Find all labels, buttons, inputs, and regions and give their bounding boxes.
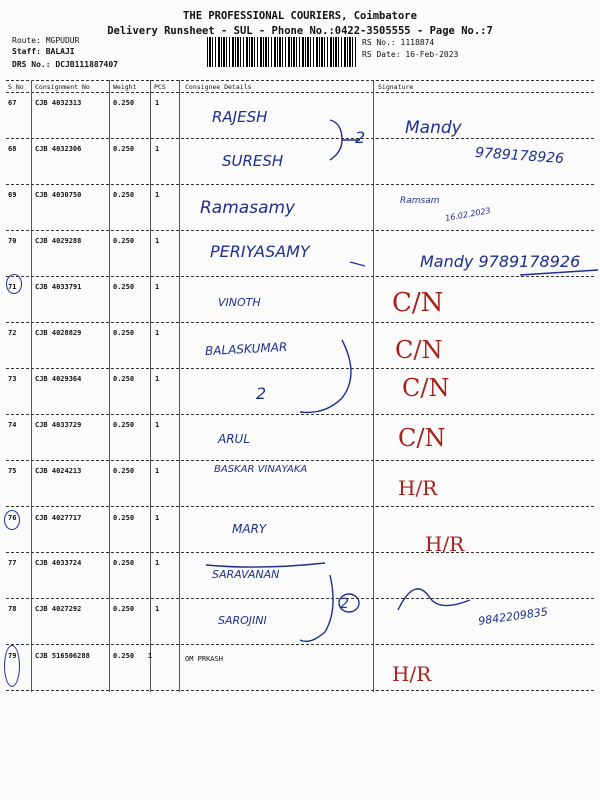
row-weight: 0.250 <box>113 375 135 383</box>
signature-status: H/R <box>398 476 438 500</box>
row-consignment: CJB 4027292 <box>35 605 82 613</box>
row-pcs: 1 <box>155 283 160 291</box>
bracket-stroke <box>300 575 333 641</box>
row-pcs: 1 <box>155 605 160 613</box>
consignee-handwriting: VINOTH <box>218 296 261 309</box>
row-weight: 0.250 <box>113 652 135 660</box>
row-sno: 72 <box>8 329 17 337</box>
row-consignment: CJB 4030750 <box>35 191 82 199</box>
signature-status: C/N <box>398 424 446 452</box>
underline-stroke <box>206 563 325 567</box>
signature-phone: 9842209835 <box>477 605 549 628</box>
signature-status: C/N <box>392 288 444 318</box>
row-weight: 0.250 <box>113 329 135 337</box>
signature-status: H/R <box>425 532 465 556</box>
consignee-handwriting: MARY <box>232 522 267 536</box>
drs-number: DRS No.: DCJB111887407 <box>12 60 118 69</box>
col-signature: Signature <box>378 83 414 91</box>
row-pcs: 1 <box>155 514 160 522</box>
row-sno: 74 <box>8 421 17 429</box>
row-pcs: 1 <box>155 467 160 475</box>
consignee-handwriting: PERIYASAMY <box>210 242 310 261</box>
row-pcs: 1 <box>148 652 153 660</box>
row-consignment: CJB 4032313 <box>35 99 82 107</box>
col-sno: S No <box>8 83 24 91</box>
row-consignment: CJB 4029364 <box>35 375 82 383</box>
row-weight: 0.250 <box>113 283 135 291</box>
row-sno: 79 <box>8 652 17 660</box>
col-consignee: Consignee Details <box>185 83 252 91</box>
bracket-stroke <box>330 120 342 160</box>
consignee-handwriting: BALASKUMAR <box>204 339 288 359</box>
row-pcs: 1 <box>155 191 160 199</box>
signature-status: H/R <box>392 662 432 686</box>
row-sno: 75 <box>8 467 17 475</box>
row-consignment: CJB 4033729 <box>35 421 82 429</box>
route-label: Route: MGPUDUR <box>12 36 80 45</box>
row-consignment: CJB 4033724 <box>35 559 82 567</box>
consignee-handwriting: RAJESH <box>212 108 268 126</box>
bracket-stroke <box>300 340 351 412</box>
col-weight: Weight <box>113 83 137 91</box>
consignee-handwriting: Ramasamy <box>200 198 296 218</box>
staff-label: Staff: BALAJI <box>12 47 75 56</box>
row-sno: 71 <box>8 283 17 291</box>
row-sno: 67 <box>8 99 17 107</box>
row-sno: 70 <box>8 237 17 245</box>
underline-stroke <box>520 270 598 275</box>
row-pcs: 1 <box>155 559 160 567</box>
row-consignment: CJB 4033791 <box>35 283 82 291</box>
consignee-handwriting: SURESH <box>222 152 284 170</box>
row-weight: 0.250 <box>113 467 135 475</box>
row-pcs: 1 <box>155 99 160 107</box>
col-pcs: PCS <box>154 83 166 91</box>
row-sno: 73 <box>8 375 17 383</box>
row-weight: 0.250 <box>113 559 135 567</box>
row-consignment: CJB 4029288 <box>35 237 82 245</box>
row-consignment: CJB 4024213 <box>35 467 82 475</box>
row-sno: 76 <box>8 514 17 522</box>
col-consignment: Consignment No <box>35 83 90 91</box>
row-weight: 0.250 <box>113 514 135 522</box>
row-pcs: 1 <box>155 145 160 153</box>
signature: Mandy <box>405 118 462 138</box>
signature-stroke <box>398 589 470 610</box>
runsheet-subtitle: Delivery Runsheet - SUL - Phone No.:0422-3505555 - Page No.:7 <box>107 25 493 37</box>
row-pcs: 1 <box>155 375 160 383</box>
signature: Mandy 9789178926 <box>420 252 581 271</box>
consignee-handwriting: SAROJINI <box>218 614 267 627</box>
signature-phone: 9789178926 <box>474 144 565 168</box>
row-weight: 0.250 <box>113 191 135 199</box>
consignee-name: OM PRKASH <box>185 655 223 663</box>
row-sno: 69 <box>8 191 17 199</box>
row-weight: 0.250 <box>113 237 135 245</box>
signature-date: 16.02.2023 <box>444 206 492 223</box>
consignee-handwriting: 2 <box>256 384 267 403</box>
rs-date: RS Date: 16-Feb-2023 <box>362 50 459 59</box>
bracket-count: 2 <box>340 596 349 612</box>
company-title: THE PROFESSIONAL COURIERS, Coimbatore <box>183 10 417 22</box>
circle-stroke <box>339 594 359 612</box>
row-weight: 0.250 <box>113 605 135 613</box>
row-sno: 68 <box>8 145 17 153</box>
row-pcs: 1 <box>155 329 160 337</box>
row-consignment: CJB 4028829 <box>35 329 82 337</box>
row-sno: 77 <box>8 559 17 567</box>
bracket-count: 2 <box>355 128 366 147</box>
row-sno: 78 <box>8 605 17 613</box>
row-weight: 0.250 <box>113 421 135 429</box>
signature-status: C/N <box>395 336 443 364</box>
consignee-handwriting: SARAVANAN <box>212 568 280 581</box>
row-consignment: CJB 4032306 <box>35 145 82 153</box>
row-pcs: 1 <box>155 421 160 429</box>
row-weight: 0.250 <box>113 145 135 153</box>
consignee-handwriting: ARUL <box>218 432 251 446</box>
row-consignment: CJB 516506288 <box>35 652 90 660</box>
consignee-handwriting: BASKAR VINAYAKA <box>214 464 308 475</box>
rs-number: RS No.: 1118874 <box>362 38 435 47</box>
row-weight: 0.250 <box>113 99 135 107</box>
row-pcs: 1 <box>155 237 160 245</box>
dash-stroke <box>350 262 365 266</box>
signature-status: C/N <box>402 374 450 402</box>
signature: Ramsam <box>400 196 440 206</box>
row-consignment: CJB 4027717 <box>35 514 82 522</box>
